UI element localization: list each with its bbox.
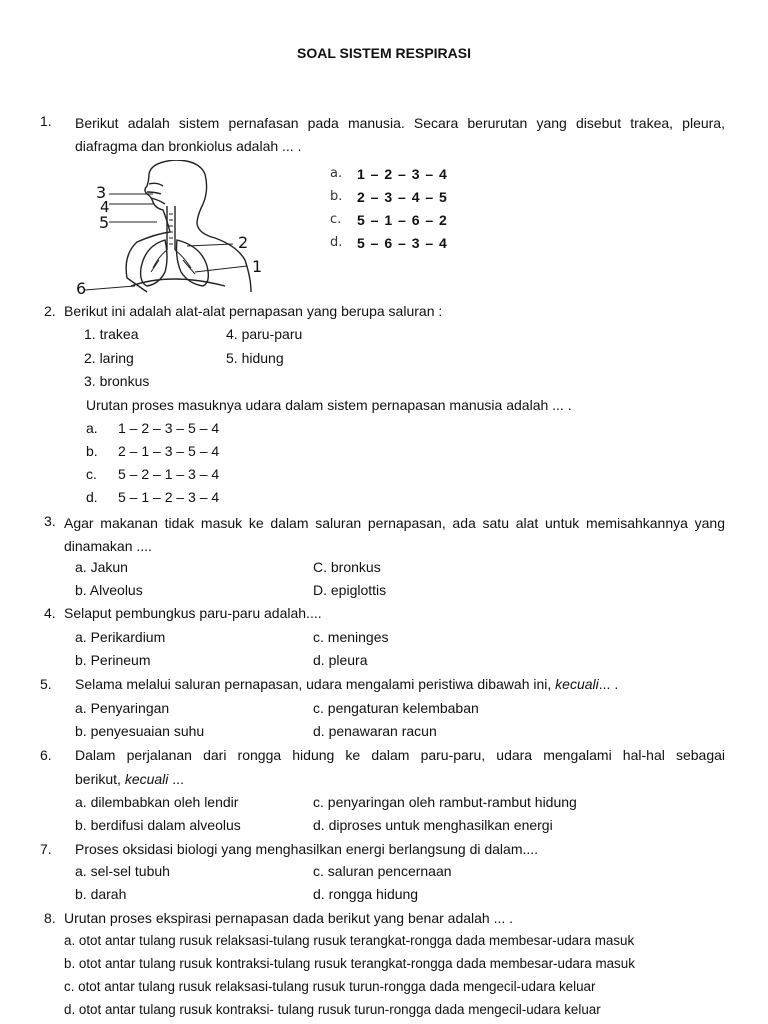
q6-emphasis: kecuali [124,771,169,787]
q7-number: 7. [40,841,52,857]
diagram-label-1: 1 [252,257,263,276]
q1-text: Berikut adalah sistem pernafasan pada manusia. Secara berurutan yang disebut trakea, pleura, diafragma dan bronkiolus adalah ... . [75,115,725,154]
q8-text: Urutan proses ekspirasi pernapasan dada berikut yang benar adalah ... . [64,910,514,926]
q2-option-d[interactable]: 5 – 1 – 2 – 3 – 4 [118,489,220,505]
q6-text-line1: Dalam perjalanan dari rongga hidung ke dalam paru-paru, udara mengalami hal-hal sebagai [75,747,725,763]
q8-option-d[interactable]: d. otot antar tulang rusuk kontraksi- tulang rusuk turun-rongga dada mengecil-udara keluar [64,1002,601,1017]
q6-option-a[interactable]: a. dilembabkan oleh lendir [75,794,239,810]
q1-option-c-letter: c. [330,212,342,227]
q5-text-line [75,675,618,693]
q5-option-a[interactable]: a. Penyaringan [75,700,170,716]
diagram-label-6: 6 [76,279,87,298]
q2-option-b[interactable]: 2 – 1 – 3 – 5 – 4 [118,443,220,459]
diagram-label-4: 4 [100,198,110,216]
q7-text: Proses oksidasi biologi yang menghasilkan energi berlangsung di dalam.... [75,841,539,857]
diagram-label-3: 3 [96,183,107,202]
q8-number: 8. [44,910,56,926]
q2-item-1: 1. trakea [84,326,139,342]
q1-option-d-letter: d. [330,235,343,250]
q3-option-c[interactable]: C. bronkus [313,559,381,575]
q6-text2: berikut, [75,771,121,787]
q6-text-line2 [75,770,184,788]
q2-text: Berikut ini adalah alat-alat pernapasan yang berupa saluran : [64,303,443,319]
q6-tail: ... [172,771,184,787]
diagram-label-5: 5 [99,213,110,232]
q2-item-2: 2. laring [84,350,134,366]
q2-item-5: 5. hidung [226,350,284,366]
q2-item-3: 3. bronkus [84,373,150,389]
q2-option-a[interactable]: 1 – 2 – 3 – 5 – 4 [118,420,220,436]
q8-option-a[interactable]: a. otot antar tulang rusuk relaksasi-tulang rusuk terangkat-rongga dada membesar-udara masuk [64,933,635,948]
q6-number: 6. [40,747,52,763]
q2-number: 2. [44,303,56,319]
page-title: SOAL SISTEM RESPIRASI [297,45,471,61]
q3-option-a[interactable]: a. Jakun [75,559,128,575]
q5-text: Selama melalui saluran pernapasan, udara mengalami peristiwa dibawah ini, [75,676,552,692]
q4-option-d[interactable]: d. pleura [313,652,368,668]
q7-option-c[interactable]: c. saluran pencernaan [313,863,452,879]
q5-option-c[interactable]: c. pengaturan kelembaban [313,700,479,716]
q2-option-b-letter: b. [86,443,98,459]
q4-number: 4. [44,605,56,621]
q3-option-d[interactable]: D. epiglottis [313,582,387,598]
q2-option-d-letter: d. [86,489,98,505]
q1-option-c[interactable]: 5 – 1 – 6 – 2 [357,212,448,228]
q5-emphasis: kecuali [555,676,599,692]
q8-option-c[interactable]: c. otot antar tulang rusuk relaksasi-tulang rusuk turun-rongga dada mengecil-udara keluar [64,979,596,994]
q2-option-a-letter: a. [86,420,98,436]
diagram-label-2: 2 [238,233,249,252]
q1-option-b[interactable]: 2 – 3 – 4 – 5 [357,189,448,205]
q2-item-4: 4. paru-paru [226,326,303,342]
q3-number: 3. [44,513,56,529]
q8-option-b[interactable]: b. otot antar tulang rusuk kontraksi-tulang rusuk terangkat-rongga dada membesar-udara masuk [64,956,635,971]
q6-option-c[interactable]: c. penyaringan oleh rambut-rambut hidung [313,794,577,810]
q3-text: Agar makanan tidak masuk ke dalam saluran pernapasan, ada satu alat untuk memisahkannya yang dinamakan .... [64,515,725,554]
q7-option-d[interactable]: d. rongga hidung [313,886,419,902]
q5-option-b[interactable]: b. penyesuaian suhu [75,723,205,739]
q2-question: Urutan proses masuknya udara dalam sistem pernapasan manusia adalah ... . [86,397,572,413]
q5-tail: ... . [598,676,619,692]
q4-text: Selaput pembungkus paru-paru adalah.... [64,605,322,621]
q7-option-a[interactable]: a. sel-sel tubuh [75,863,170,879]
q3-option-b[interactable]: b. Alveolus [75,582,143,598]
q1-option-b-letter: b. [330,189,343,204]
q6-option-d[interactable]: d. diproses untuk menghasilkan energi [313,817,553,833]
q7-option-b[interactable]: b. darah [75,886,127,902]
q5-number: 5. [40,676,52,692]
q1-option-a-letter: a. [330,166,343,181]
q2-option-c[interactable]: 5 – 2 – 1 – 3 – 4 [118,466,220,482]
q2-option-c-letter: c. [86,466,97,482]
q6-option-b[interactable]: b. berdifusi dalam alveolus [75,817,241,833]
q4-option-c[interactable]: c. meninges [313,629,389,645]
q1-number: 1. [40,113,52,129]
q4-option-b[interactable]: b. Perineum [75,652,151,668]
q1-option-a[interactable]: 1 – 2 – 3 – 4 [357,166,448,182]
q5-option-d[interactable]: d. penawaran racun [313,723,437,739]
q1-option-d[interactable]: 5 – 6 – 3 – 4 [357,235,448,251]
q4-option-a[interactable]: a. Perikardium [75,629,166,645]
